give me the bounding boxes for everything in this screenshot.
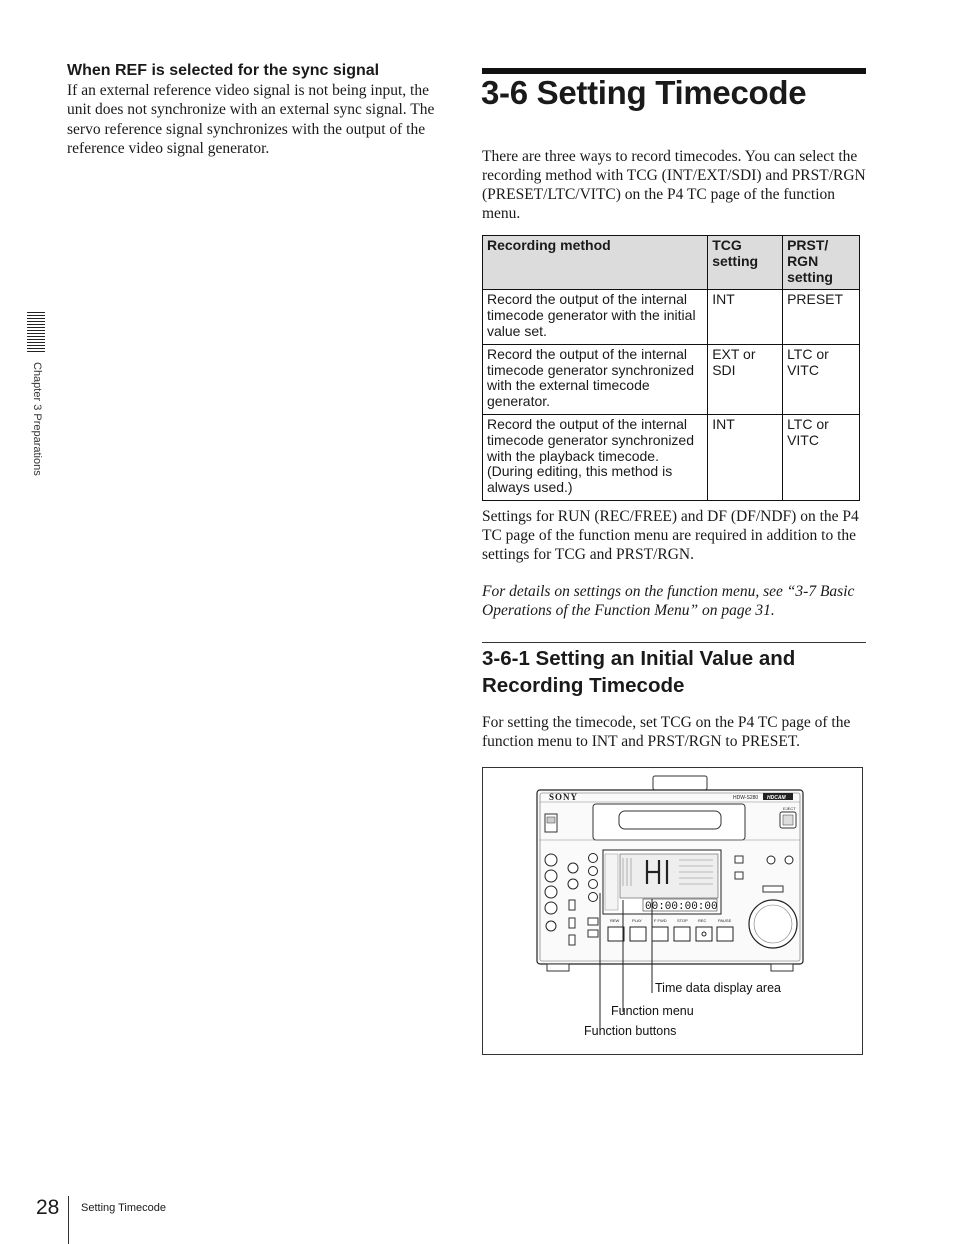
transport-label: F FWD	[654, 918, 667, 923]
cross-reference-link[interactable]: For details on settings on the function menu, see “3-7 Basic Operations of the Function Menu” on page 31.	[482, 583, 855, 619]
table-cell: INT	[708, 290, 783, 344]
device-figure	[482, 767, 863, 1055]
table-header-row	[483, 236, 860, 290]
transport-label: REC	[698, 918, 707, 923]
format-badge: HDCAM	[767, 795, 786, 801]
callout-function-menu: Function menu	[611, 1004, 694, 1018]
table-cell: PRESET	[783, 290, 860, 344]
settings-paragraph: Settings for RUN (REC/FREE) and DF (DF/NDF) on the P4 TC page of the function menu are required in addition to the settings for TCG and PRST/RGN.	[482, 508, 859, 563]
table-cell: LTC or VITC	[783, 414, 860, 500]
table-row	[483, 344, 860, 414]
table-cell: Record the output of the internal timecode generator synchronized with the external timecode generator.	[483, 344, 708, 414]
subsection-heading-ref: When REF is selected for the sync signal	[67, 62, 380, 79]
intro-paragraph: There are three ways to record timecodes. You can select the recording method with TCG (INT/EXT/SDI) and PRST/RGN (PRESET/LTC/VITC) on the P4 TC page of the function menu.	[482, 148, 866, 222]
ref-paragraph: If an external reference video signal is not being input, the unit does not synchronize with an external sync signal. The servo reference signal synchronizes with the output of the reference video signal generator.	[67, 82, 435, 157]
transport-label: REW	[610, 918, 620, 923]
transport-label: PAUSE	[718, 918, 732, 923]
sony-logo: SONY	[549, 792, 579, 802]
recording-method-table	[482, 235, 860, 501]
transport-label: STOP	[677, 918, 688, 923]
table-cell: Record the output of the internal timecode generator synchronized with the playback timecode. (During editing, this method is always used.)	[483, 414, 708, 500]
chapter-side-text: Chapter 3 Preparations	[31, 362, 43, 476]
transport-label: PLAY	[632, 918, 642, 923]
subsection-paragraph: For setting the timecode, set TCG on the P4 TC page of the function menu to INT and PRST/RGN to PRESET.	[482, 714, 851, 750]
header-prst-rgn-setting: PRST/ RGN setting	[783, 236, 860, 290]
callout-time-data-display: Time data display area	[655, 981, 781, 995]
subsection-title: 3-6-1 Setting an Initial Value and Recording Timecode	[482, 647, 796, 697]
table-cell: EXT or SDI	[708, 344, 783, 414]
table-row	[483, 414, 860, 500]
page-title: 3-6 Setting Timecode	[481, 74, 807, 111]
table-cell: LTC or VITC	[783, 344, 860, 414]
footer-section-name: Setting Timecode	[81, 1202, 166, 1214]
chapter-tab-marker	[27, 312, 45, 354]
chapter-side-label	[29, 362, 43, 512]
table-row	[483, 290, 860, 344]
footer-divider	[68, 1196, 69, 1244]
header-recording-method: Recording method	[483, 236, 708, 290]
model-label: HDW-S280	[733, 795, 759, 801]
subsection-rule	[482, 642, 866, 643]
page-number: 28	[36, 1196, 60, 1219]
table-cell: INT	[708, 414, 783, 500]
header-tcg-setting: TCG setting	[708, 236, 783, 290]
table-cell: Record the output of the internal timecode generator with the initial value set.	[483, 290, 708, 344]
eject-label: EJECT	[783, 806, 796, 811]
timecode-display: 00:00:00:00	[645, 901, 718, 913]
callout-function-buttons: Function buttons	[584, 1024, 677, 1038]
